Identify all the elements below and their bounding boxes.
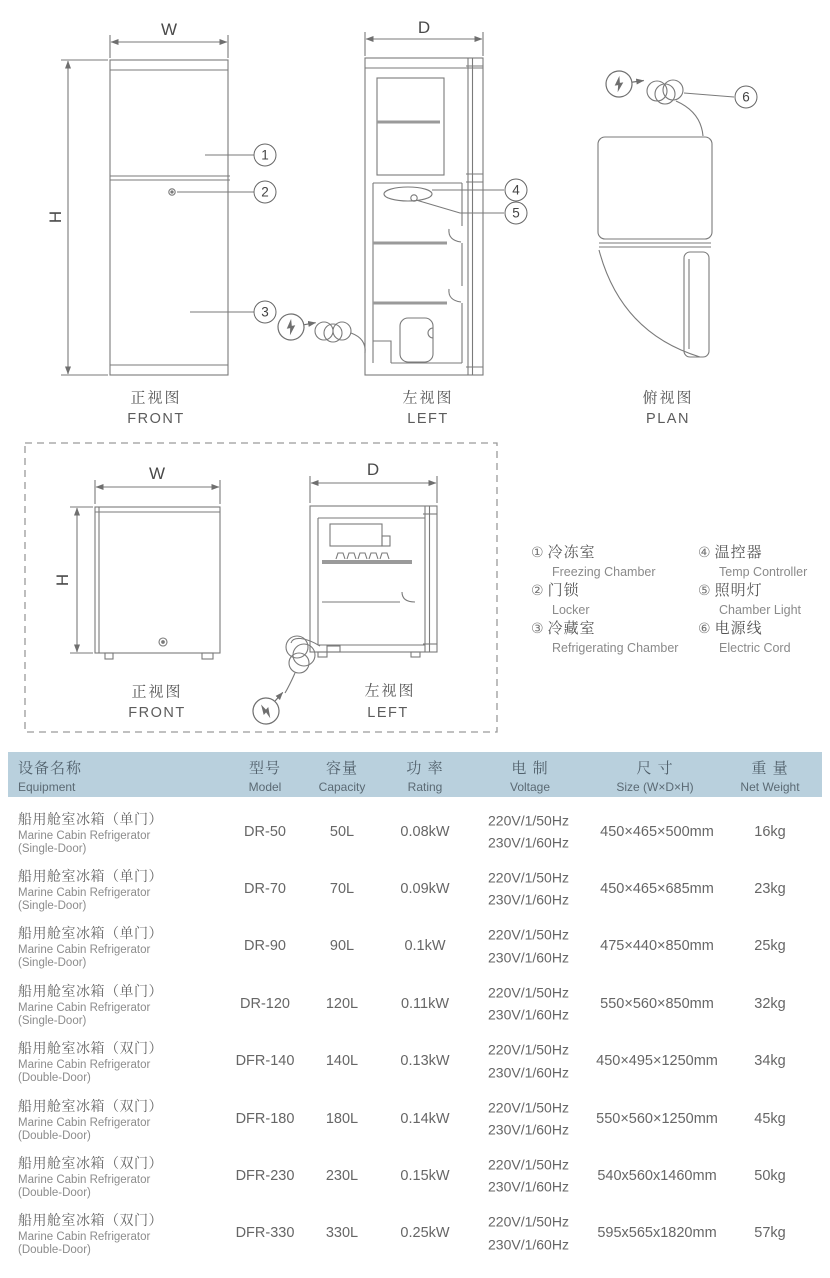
weight-cell: 34kg <box>754 1053 786 1070</box>
spec-table-rows <box>0 803 830 1262</box>
weight-cell: 25kg <box>754 938 786 955</box>
single-front-view-label-cn: 正视图 <box>131 683 183 701</box>
capacity-cell: 50L <box>329 823 355 840</box>
weight-cell: 16kg <box>754 823 786 840</box>
model-cell: DFR-140 <box>235 1053 295 1070</box>
legend-num-1: ① <box>531 544 544 560</box>
header-model: 型号 Model <box>248 760 282 794</box>
front-view-label-cn: 正视图 <box>130 389 182 407</box>
power-cord-single <box>248 636 320 729</box>
legend-item-freezing-chamber: ① 冷冻室 Freezing Chamber <box>531 544 656 579</box>
rating-cell: 0.11kW <box>400 995 450 1012</box>
header-voltage: 电 制 Voltage <box>509 760 551 794</box>
voltage-cell: 220V/1/50Hz 230V/1/60Hz <box>488 927 569 966</box>
left-view-label-cn: 左视图 <box>402 389 454 407</box>
dashed-border <box>25 443 497 732</box>
equipment-cell: 船用舱室冰箱（双门） Marine Cabin Refrigerator (Double-Door) <box>18 1212 163 1257</box>
equipment-cell: 船用舱室冰箱（单门） Marine Cabin Refrigerator (Single-Door) <box>18 868 163 913</box>
plan-view-label-en: PLAN <box>646 411 690 427</box>
voltage-cell: 220V/1/50Hz 230V/1/60Hz <box>488 1099 569 1138</box>
single-front-view-drawing <box>70 480 220 659</box>
callout-6-electric-cord: 6 <box>735 86 758 109</box>
table-row <box>0 1033 830 1090</box>
single-left-view-drawing <box>310 476 437 657</box>
model-cell: DFR-180 <box>235 1110 295 1127</box>
header-rating: 功 率 Rating <box>406 760 444 794</box>
single-front-height-dim-label: H <box>53 573 72 587</box>
header-equipment: 设备名称 Equipment <box>18 760 83 794</box>
legend-item-locker: ② 门锁 Locker <box>531 582 590 617</box>
capacity-cell: 230L <box>325 1168 359 1185</box>
capacity-cell: 120L <box>325 995 359 1012</box>
legend-num-2: ② <box>531 582 544 598</box>
header-capacity: 容量 Capacity <box>318 760 366 794</box>
equipment-cell: 船用舱室冰箱（单门） Marine Cabin Refrigerator (Single-Door) <box>18 810 163 855</box>
left-depth-dim-label: D <box>417 18 431 37</box>
capacity-cell: 140L <box>325 1053 359 1070</box>
rating-cell: 0.15kW <box>400 1168 450 1185</box>
table-row <box>0 803 830 860</box>
rating-cell: 0.13kW <box>400 1053 450 1070</box>
equipment-cell: 船用舱室冰箱（单门） Marine Cabin Refrigerator (Single-Door) <box>18 982 163 1027</box>
single-left-view-label-cn: 左视图 <box>364 682 416 700</box>
top-drawings-svg <box>0 0 830 432</box>
header-weight: 重 量 Net Weight <box>740 760 800 794</box>
capacity-cell: 180L <box>325 1110 359 1127</box>
spec-table-header <box>8 752 822 797</box>
rating-cell: 0.25kW <box>400 1225 450 1242</box>
capacity-cell: 330L <box>325 1225 359 1242</box>
table-row <box>0 918 830 975</box>
rating-cell: 0.14kW <box>400 1110 450 1127</box>
power-cord-front <box>276 310 365 353</box>
voltage-cell: 220V/1/50Hz 230V/1/60Hz <box>488 984 569 1023</box>
table-row <box>0 1147 830 1204</box>
voltage-cell: 220V/1/50Hz 230V/1/60Hz <box>488 1041 569 1081</box>
callout-5-chamber-light: 5 <box>505 202 528 225</box>
model-cell: DFR-230 <box>235 1168 295 1185</box>
voltage-cell: 220V/1/50Hz 230V/1/60Hz <box>488 1156 569 1196</box>
table-row <box>0 1205 830 1262</box>
voltage-cell: 220V/1/50Hz 230V/1/60Hz <box>488 1214 569 1253</box>
weight-cell: 50kg <box>754 1168 786 1185</box>
front-view-label-en: FRONT <box>127 411 185 427</box>
size-cell: 450×465×685mm <box>600 881 714 898</box>
size-cell: 550×560×850mm <box>600 995 714 1012</box>
callout-4-temp-controller: 4 <box>505 179 528 202</box>
rating-cell: 0.09kW <box>400 881 450 898</box>
weight-cell: 32kg <box>754 995 786 1012</box>
single-left-depth-dim-label: D <box>366 460 380 479</box>
legend-item-electric-cord: ⑥ 电源线 Electric Cord <box>698 620 791 655</box>
front-width-dim-label: W <box>160 20 178 39</box>
power-cord-plan <box>604 68 683 104</box>
weight-cell: 57kg <box>754 1225 786 1242</box>
front-height-dim-label: H <box>46 210 65 224</box>
legend-num-3: ③ <box>531 620 544 636</box>
single-left-view-label-en: LEFT <box>367 705 409 721</box>
legend-num-6: ⑥ <box>698 620 711 636</box>
rating-cell: 0.08kW <box>400 823 450 840</box>
plan-view-drawing <box>598 93 734 357</box>
capacity-cell: 70L <box>329 881 355 898</box>
model-cell: DFR-330 <box>235 1225 295 1242</box>
left-view-label-en: LEFT <box>407 411 449 427</box>
size-cell: 450×465×500mm <box>600 823 714 840</box>
single-front-width-dim-label: W <box>148 464 166 483</box>
front-view-drawing <box>61 35 254 375</box>
size-cell: 595x565x1820mm <box>597 1225 717 1242</box>
capacity-cell: 90L <box>329 938 355 955</box>
left-view-drawing <box>365 32 504 375</box>
legend-item-temp-controller: ④ 温控器 Temp Controller <box>698 544 808 579</box>
rating-cell: 0.1kW <box>404 938 446 955</box>
legend-num-4: ④ <box>698 544 711 560</box>
legend-num-5: ⑤ <box>698 582 711 598</box>
legend-item-chamber-light: ⑤ 照明灯 Chamber Light <box>698 582 801 617</box>
legend-item-refrigerating-chamber: ③ 冷藏室 Refrigerating Chamber <box>531 620 679 655</box>
size-cell: 475×440×850mm <box>600 938 714 955</box>
equipment-cell: 船用舱室冰箱（双门） Marine Cabin Refrigerator (Double-Door) <box>18 1155 163 1200</box>
size-cell: 450×495×1250mm <box>596 1053 718 1070</box>
header-size: 尺 寸 Size (W×D×H) <box>616 760 694 794</box>
model-cell: DR-90 <box>244 938 286 955</box>
plan-view-label-cn: 俯视图 <box>642 389 694 407</box>
voltage-cell: 220V/1/50Hz 230V/1/60Hz <box>488 869 569 909</box>
callout-3-refrigerating-chamber: 3 <box>254 301 277 324</box>
weight-cell: 23kg <box>754 881 786 898</box>
model-cell: DR-70 <box>244 881 286 898</box>
model-cell: DR-50 <box>244 823 286 840</box>
size-cell: 540x560x1460mm <box>597 1168 717 1185</box>
weight-cell: 45kg <box>754 1110 786 1127</box>
table-row <box>0 975 830 1032</box>
single-front-view-label-en: FRONT <box>128 705 186 721</box>
table-row <box>0 1090 830 1147</box>
callout-1-freezing-chamber: 1 <box>254 144 277 167</box>
equipment-cell: 船用舱室冰箱（双门） Marine Cabin Refrigerator (Double-Door) <box>18 1040 163 1085</box>
model-cell: DR-120 <box>240 995 290 1012</box>
size-cell: 550×560×1250mm <box>596 1110 718 1127</box>
callout-2-locker: 2 <box>254 181 277 204</box>
equipment-cell: 船用舱室冰箱（双门） Marine Cabin Refrigerator (Double-Door) <box>18 1097 163 1142</box>
voltage-cell: 220V/1/50Hz 230V/1/60Hz <box>488 812 569 851</box>
equipment-cell: 船用舱室冰箱（单门） Marine Cabin Refrigerator (Single-Door) <box>18 925 163 970</box>
table-row <box>0 860 830 917</box>
